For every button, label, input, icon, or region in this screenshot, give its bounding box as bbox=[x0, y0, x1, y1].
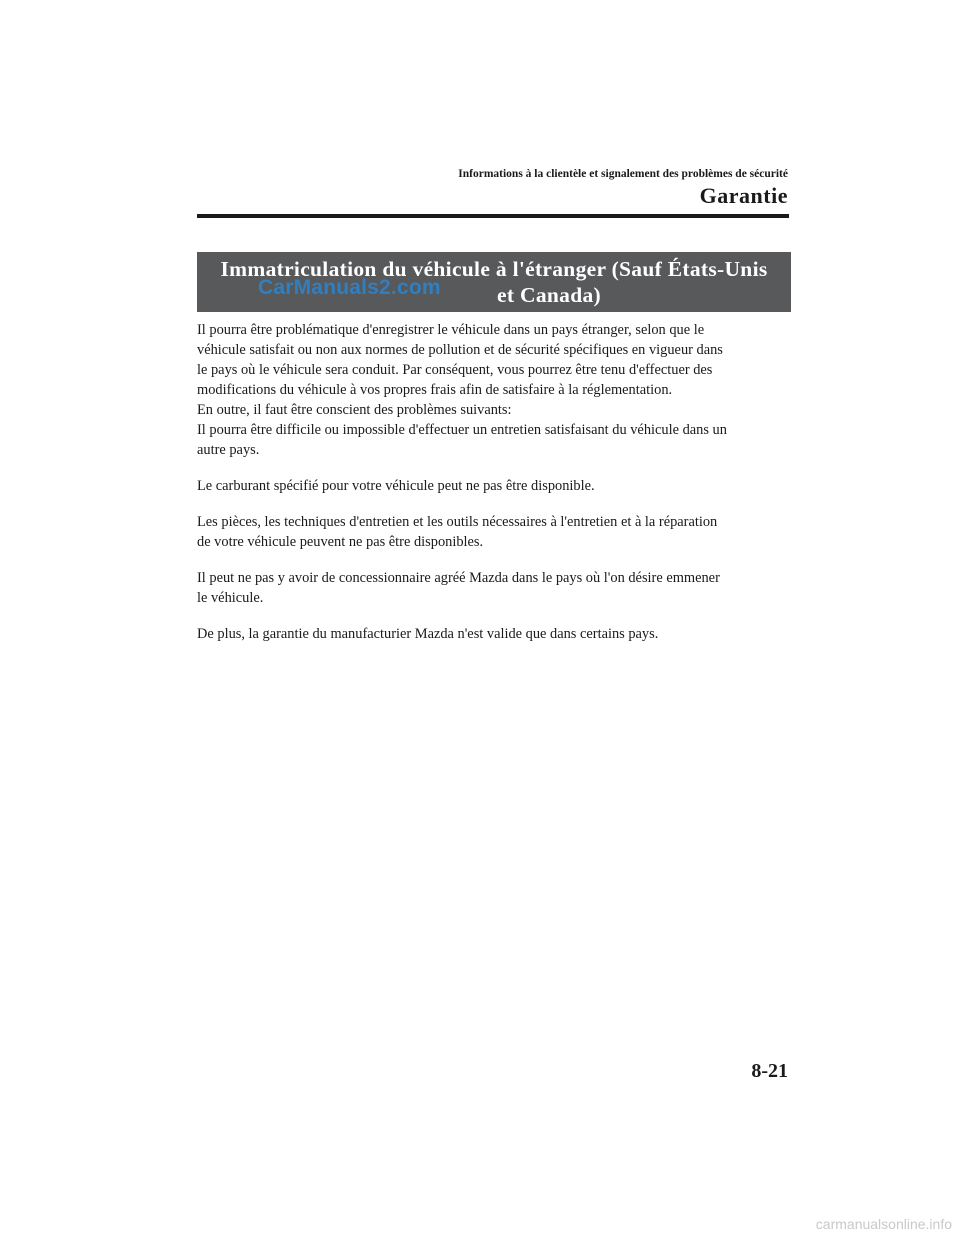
text-line: Les pièces, les techniques d'entretien et les outils nécessaires à l'entretien et à la réparation bbox=[197, 514, 718, 530]
text-line: Le carburant spécifié pour votre véhicule peut ne pas être disponible. bbox=[197, 478, 595, 494]
text-line: Il peut ne pas y avoir de concessionnaire agréé Mazda dans le pays où l'on désire emmener bbox=[197, 570, 720, 586]
paragraph-fuel bbox=[197, 476, 791, 496]
page-title: Garantie bbox=[699, 183, 788, 208]
text-line: modifications du véhicule à vos propres frais afin de satisfaire à la réglementation. bbox=[197, 382, 673, 398]
text-line: le véhicule. bbox=[197, 590, 264, 606]
text-line: autre pays. bbox=[197, 442, 260, 458]
paragraph-dealer bbox=[197, 568, 791, 608]
watermark-logo: CarManuals2.com bbox=[258, 276, 441, 299]
paragraph-parts bbox=[197, 512, 791, 552]
header-subtitle: Informations à la clientèle et signalement des problèmes de sécurité bbox=[458, 168, 788, 180]
section-title-line1: Immatriculation du véhicule à l'étranger (Sauf États-Unis bbox=[220, 257, 768, 281]
text-line: de votre véhicule peuvent ne pas être disponibles. bbox=[197, 534, 484, 550]
text-line: De plus, la garantie du manufacturier Mazda n'est valide que dans certains pays. bbox=[197, 626, 659, 642]
header-divider bbox=[197, 214, 789, 218]
text-line: le pays où le véhicule sera conduit. Par conséquent, vous pourrez être tenu d'effectuer des bbox=[197, 362, 713, 378]
text-line: Il pourra être problématique d'enregistrer le véhicule dans un pays étranger, selon que le bbox=[197, 322, 705, 338]
text-line: véhicule satisfait ou non aux normes de pollution et de sécurité spécifiques en vigueur dans bbox=[197, 342, 723, 358]
page-number: 8-21 bbox=[751, 1060, 788, 1082]
paragraph-warranty bbox=[197, 624, 791, 644]
section-title-line2: et Canada) bbox=[497, 283, 601, 307]
footer-watermark: carmanualsonline.info bbox=[815, 1216, 952, 1232]
text-line: Il pourra être difficile ou impossible d'effectuer un entretien satisfaisant du véhicule dans un bbox=[197, 422, 727, 438]
body-text bbox=[197, 320, 791, 644]
paragraph-intro bbox=[197, 320, 791, 460]
text-line: En outre, il faut être conscient des problèmes suivants: bbox=[197, 402, 512, 418]
